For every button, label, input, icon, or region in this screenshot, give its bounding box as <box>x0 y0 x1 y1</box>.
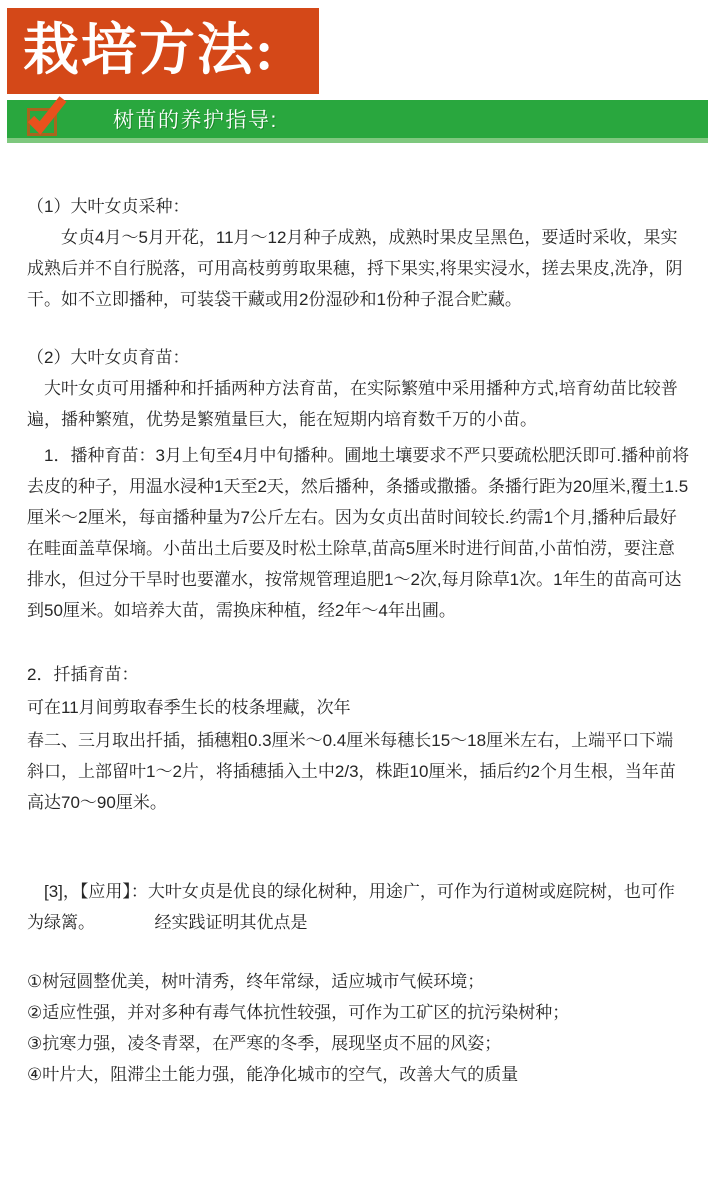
page-title-banner <box>7 8 319 94</box>
section1-heading: （1）大叶女贞采种： <box>27 197 190 216</box>
seeding-paragraph: 1．播种育苗：3月上旬至4月中旬播种。圃地土壤要求不严只要疏松肥沃即可.播种前将去皮的种子，用温水浸种1天至2天，然后播种，条播或撒播。条播行距为20厘米,覆土1.5厘米～2厘米，每亩播种量为7公斤左右。因为女贞出苗时间较长.约需1个月,播种后最好在畦面盖草保墒。小苗出土后要及时松土除草,苗高5厘米时进行间苗,小苗怕涝，要注意排水，但过分干旱时也要灌水，按常规管理追肥1～2次,每月除草1次。1年生的苗高可达到50厘米。如培养大苗，需换床种植，经2年～4年出圃。 <box>27 446 690 620</box>
page-title: 栽培方法: <box>23 20 276 82</box>
advantage-item: ②适应性强，并对多种有毒气体抗性较强，可作为工矿区的抗污染树种； <box>27 1003 570 1022</box>
cutting-paragraph: 春二、三月取出扦插，插穗粗0.3厘米～0.4厘米每穗长15～18厘米左右，上端平口下端斜口，上部留叶1～2片，将插穗插入土中2/3，株距10厘米，插后约2个月生根，当年苗高达70～90厘米。 <box>27 731 676 812</box>
cutting-heading: 2．扦插育苗： <box>27 665 139 684</box>
section-header-label: 树苗的养护指导: <box>113 109 278 132</box>
advantage-item: ④叶片大，阻滞尘土能力强，能净化城市的空气，改善大气的质量 <box>27 1065 519 1084</box>
article-body <box>0 191 714 1120</box>
section2-heading: （2）大叶女贞育苗： <box>27 348 190 367</box>
cutting-line: 可在11月间剪取春季生长的枝条埋藏，次年 <box>27 698 351 717</box>
section-header-banner <box>7 100 708 143</box>
section2-paragraph: 大叶女贞可用播种和扦插两种方法育苗，在实际繁殖中采用播种方式,培育幼苗比较普遍，播种繁殖，优势是繁殖量巨大，能在短期内培育数千万的小苗。 <box>27 379 678 429</box>
advantage-item: ①树冠圆整优美，树叶清秀，终年常绿，适应城市气候环境； <box>27 972 485 991</box>
checkbox-checkmark-icon <box>27 108 57 136</box>
application-paragraph: [3]，【应用】：大叶女贞是优良的绿化树种，用途广，可作为行道树或庭院树，也可作为绿篱。 经实践证明其优点是 <box>27 882 675 932</box>
section1-paragraph: 女贞4月～5月开花，11月～12月种子成熟，成熟时果皮呈黑色，要适时采收，果实成熟后并不自行脱落，可用高枝剪剪取果穗，捋下果实,将果实浸水，搓去果皮,洗净，阴干。如不立即播种，可装袋干藏或用2份湿砂和1份种子混合贮藏。 <box>27 228 683 309</box>
advantage-item: ③抗寒力强，凌冬青翠，在严寒的冬季，展现坚贞不屈的风姿； <box>27 1034 502 1053</box>
